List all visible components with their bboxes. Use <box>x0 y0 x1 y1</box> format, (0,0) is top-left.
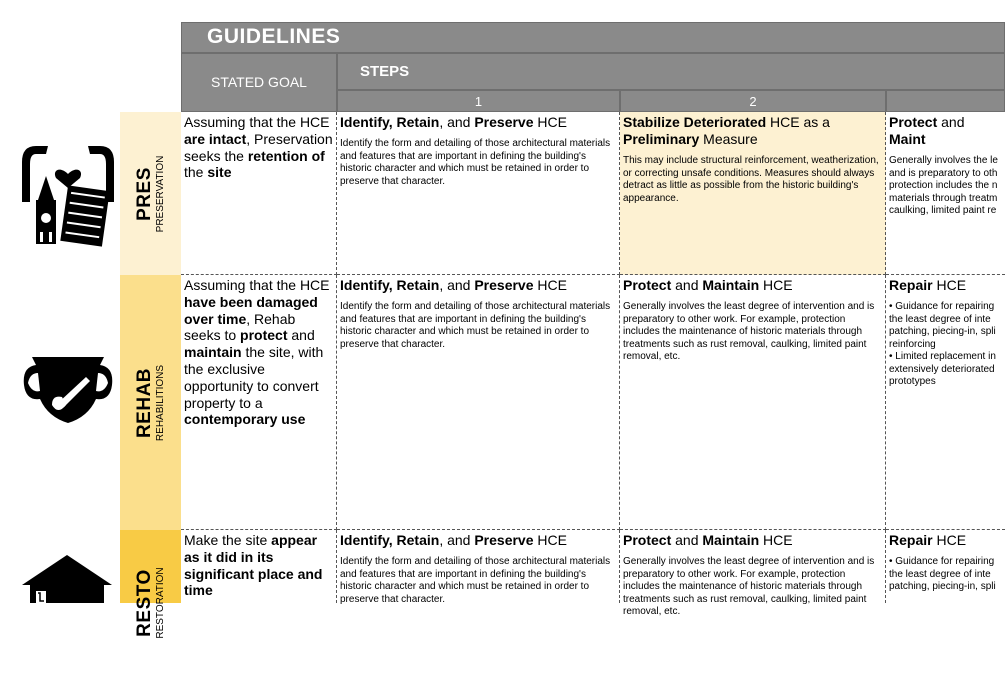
step-title <box>623 277 882 294</box>
step-number-1: 1 <box>337 90 620 112</box>
text: Assuming that the HCE <box>184 114 330 130</box>
bold-text: contemporary use <box>184 411 306 428</box>
text: HCE <box>759 532 793 548</box>
step-description-line: • Limited replacement in <box>889 351 996 362</box>
resto-goal <box>181 530 337 603</box>
step-description-line: • Guidance for repairing <box>889 556 995 567</box>
step-description-line: reinforcing <box>889 338 936 350</box>
text: and <box>287 327 315 344</box>
bold-text: Preserve <box>474 114 534 130</box>
bold-text: retention of <box>247 147 325 164</box>
bold-text: Maintain <box>702 277 760 293</box>
step-description <box>340 301 616 351</box>
step-number-3 <box>886 90 1005 112</box>
step-title <box>623 114 882 148</box>
step-description-line: the least degree of inte <box>889 313 991 325</box>
rehab-step-2 <box>620 275 886 530</box>
bold-text: Preliminary <box>623 131 700 147</box>
text: HCE <box>932 277 967 293</box>
rehab-goal <box>181 275 337 530</box>
rehab-full: REHABILITIONS <box>154 364 166 441</box>
bold-text: Identify, Retain <box>340 532 440 548</box>
step-title <box>889 532 1002 549</box>
text: HCE <box>533 114 567 130</box>
step-description <box>623 155 882 205</box>
step-description-line: Generally involves the least degree of intervention and is preparatory to other work. For example, protection includes the maintenance of historic materials through treatments such as rust removal, caulking, limited paint removal, etc. <box>623 556 875 617</box>
step-description <box>623 556 882 619</box>
bold-text: have been damaged over time <box>184 293 318 327</box>
bold-text: Identify, Retain <box>340 277 440 293</box>
rehabilitation-vase-brush-icon <box>18 355 118 425</box>
rehab-step-3 <box>886 275 1005 530</box>
step-description-line: Generally involves the least degree of intervention and is preparatory to other work. For example, protection includes the maintenance of historic materials through treatments such as rust removal, caulking, limited paint removal, etc. <box>623 301 875 362</box>
rehab-step-1 <box>337 275 620 530</box>
bold-text: maintain <box>184 344 242 361</box>
text: the site, with the exclusive opportunity to convert property to a <box>184 344 324 411</box>
bold-text: Repair <box>889 532 933 548</box>
steps-header: STEPS <box>337 53 1005 90</box>
text: Assuming that the HCE <box>184 277 330 293</box>
step-description-line: Identify the form and detailing of those architectural materials and features that are important in defining the building's historic character and which must be retained in order to preserve that character. <box>340 138 611 187</box>
resto-abbr: RESTO <box>133 569 155 637</box>
step-description-line: This may include structural reinforcement, weatherization, or correcting unsafe conditions. Measures should always detract as little as possible from the historic building's appearance. <box>623 155 879 204</box>
step-description-line: protection includes the n <box>889 180 998 191</box>
step-description-line: materials through treatm <box>889 192 998 204</box>
text: HCE as a <box>766 114 830 130</box>
stated-goal-header: STATED GOAL <box>181 53 337 112</box>
bold-text: Protect <box>889 114 938 130</box>
bold-text: Maintain <box>702 532 760 548</box>
pres-abbr: PRES <box>133 166 155 221</box>
text: HCE <box>533 277 567 293</box>
bold-text: Preserve <box>474 532 534 548</box>
rehab-abbr: REHAB <box>133 367 155 438</box>
step-description-line: patching, piecing-in, spli <box>889 326 996 337</box>
step-description <box>889 556 1002 594</box>
resto-step-2 <box>620 530 886 617</box>
restoration-house-icon <box>22 555 112 603</box>
bold-text: Preserve <box>474 277 534 293</box>
bold-text: Repair <box>889 277 933 293</box>
text: , and <box>439 114 475 130</box>
step-description-line: extensively deteriorated <box>889 363 995 375</box>
pres-goal <box>181 112 337 275</box>
pres-step-1 <box>337 112 620 275</box>
text: and <box>671 532 703 548</box>
bold-text: are intact <box>184 130 247 147</box>
bold-text: appear as it did in its significant place and time <box>184 532 323 599</box>
step-title <box>889 277 1002 294</box>
text: Make the site <box>184 532 272 548</box>
step-description-line: Identify the form and detailing of those architectural materials and features that are important in defining the building's historic character and which must be retained in order to preserve that character. <box>340 301 611 350</box>
step-description-line: and is preparatory to oth <box>889 167 998 179</box>
text: , and <box>439 277 475 293</box>
step-number-2: 2 <box>620 90 886 112</box>
step-description <box>340 556 616 606</box>
step-description <box>340 138 616 188</box>
text: , and <box>439 532 475 548</box>
step-title <box>623 532 882 549</box>
text: , Preservation seeks the <box>184 130 333 164</box>
step-description-line: Generally involves the le <box>889 155 998 166</box>
resto-band <box>120 530 181 639</box>
step-title <box>340 532 616 549</box>
step-description <box>623 301 882 364</box>
bold-text: site <box>207 164 232 181</box>
text: HCE <box>932 532 967 548</box>
pres-step-3 <box>886 112 1005 275</box>
text: Measure <box>699 131 758 147</box>
text: HCE <box>759 277 793 293</box>
bold-text: Protect <box>623 532 672 548</box>
step-title <box>340 277 616 294</box>
resto-step-1 <box>337 530 620 603</box>
step-description-line: • Guidance for repairing <box>889 301 995 312</box>
bold-text: Maint <box>889 131 926 147</box>
resto-step-3 <box>886 530 1005 603</box>
step-description-line: Identify the form and detailing of those architectural materials and features that are important in defining the building's historic character and which must be retained in order to preserve that character. <box>340 556 611 605</box>
step-description-line: caulking, limited paint re <box>889 205 997 216</box>
step-description-line: patching, piecing-in, spli <box>889 581 996 592</box>
step-title <box>889 114 1002 148</box>
preservation-hands-buildings-icon <box>18 142 118 246</box>
text: , Rehab seeks to <box>184 310 296 344</box>
rehab-band <box>120 275 181 530</box>
text: HCE <box>533 532 567 548</box>
step-description <box>889 301 1002 389</box>
resto-full: RESTORATION <box>154 567 166 639</box>
text: and <box>937 114 965 130</box>
pres-step-2 <box>620 112 886 275</box>
step-title <box>340 114 616 131</box>
bold-text: Stabilize Deteriorated <box>623 114 767 130</box>
guidelines-title: GUIDELINES <box>181 22 1005 53</box>
step-description <box>889 155 1002 218</box>
bold-text: protect <box>240 327 288 344</box>
bold-text: Identify, Retain <box>340 114 440 130</box>
step-description-line: prototypes <box>889 376 936 387</box>
pres-full: PRESERVATION <box>154 155 166 232</box>
pres-band <box>120 112 181 275</box>
text: the <box>184 164 208 181</box>
bold-text: Protect <box>623 277 672 293</box>
text: and <box>671 277 703 293</box>
step-description-line: the least degree of inte <box>889 568 991 580</box>
